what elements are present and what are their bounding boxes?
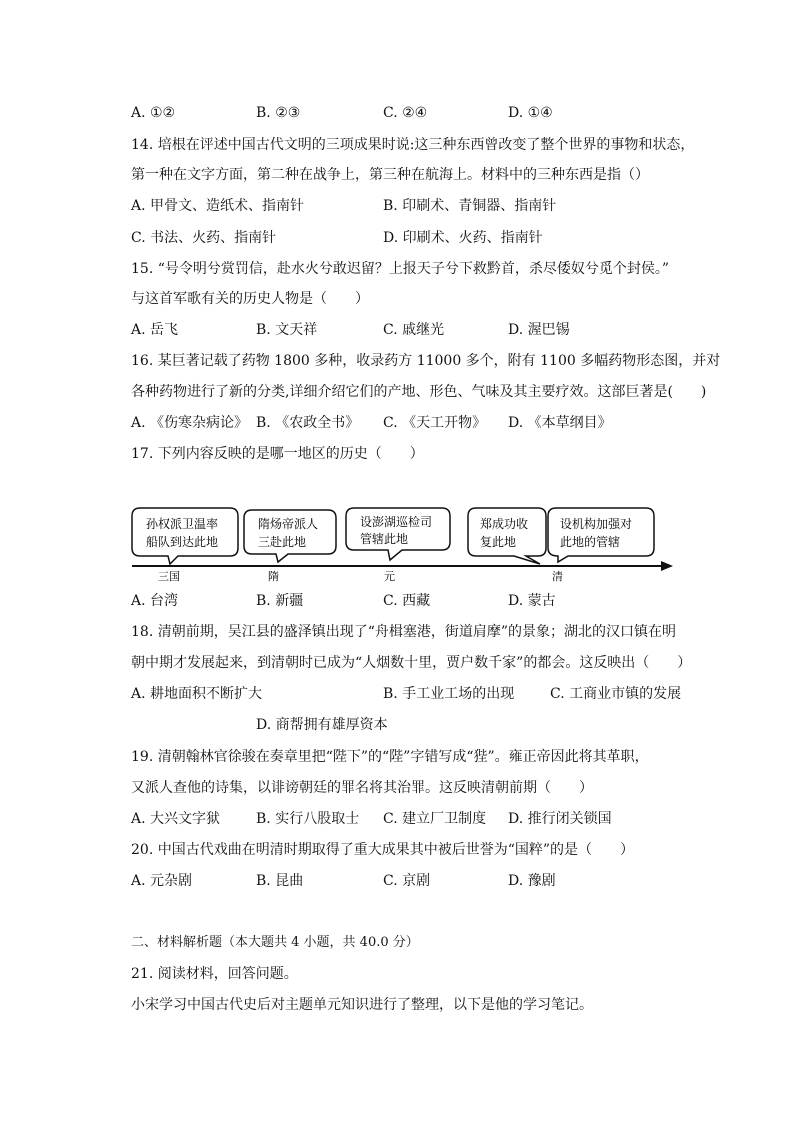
q14-stem-line2: 第一种在文字方面，第二种在战争上，第三种在航海上。材料中的三种东西是指（） bbox=[131, 167, 649, 183]
section-2-heading: 二、材料解析题（本大题共 4 小题，共 40.0 分） bbox=[131, 935, 419, 950]
q17-option-d: D. 蒙古 bbox=[508, 593, 556, 609]
era-label-sanguo: 三国 bbox=[158, 570, 180, 582]
callout-2-line2: 三赴此地 bbox=[258, 535, 307, 549]
q14-option-b: B. 印刷术、青铜器、指南针 bbox=[383, 198, 557, 214]
q16-stem-line2: 各种药物进行了新的分类,详细介绍它们的产地、形色、气味及其主要疗效。这部巨著是( ) bbox=[131, 384, 707, 400]
q13-option-d: D. ①④ bbox=[508, 105, 553, 121]
q18-option-a: A. 耕地面积不断扩大 bbox=[131, 686, 263, 702]
q20-option-d: D. 豫剧 bbox=[508, 873, 556, 889]
q15-option-d: D. 渥巴锡 bbox=[508, 322, 570, 338]
q13-option-b: B. ②③ bbox=[256, 105, 301, 121]
q19-stem-line1: 19. 清朝翰林官徐骏在奏章里把“陛下”的“陛”字错写成“狴”。雍正帝因此将其革职， bbox=[131, 749, 649, 765]
callout-3-line1: 设澎湖巡检司 bbox=[360, 515, 433, 529]
q18-option-d: D. 商帮拥有雄厚资本 bbox=[256, 717, 388, 733]
q16-option-c: C. 《天工开物》 bbox=[383, 415, 487, 431]
era-label-sui: 隋 bbox=[268, 570, 279, 582]
callout-5-line2: 此地的管辖 bbox=[560, 535, 621, 549]
q18-stem-line2: 朝中期才发展起来，到清朝时已成为“人烟数十里，贾户数千家”的都会。这反映出（ ） bbox=[131, 655, 692, 671]
callout-4-line2: 复此地 bbox=[480, 535, 517, 549]
q21-stem: 21. 阅读材料，回答问题。 bbox=[131, 966, 298, 982]
callout-1-line2: 船队到达此地 bbox=[146, 535, 219, 549]
q19-stem-line2: 又派人查他的诗集，以诽谤朝廷的罪名将其治罪。这反映清朝前期（ ） bbox=[131, 780, 593, 796]
q16-option-d: D. 《本草纲目》 bbox=[508, 415, 612, 431]
callout-5-line1: 设机构加强对 bbox=[560, 517, 633, 531]
q16-option-b: B. 《农政全书》 bbox=[256, 415, 360, 431]
q14-option-d: D. 印刷术、火药、指南针 bbox=[383, 230, 543, 246]
q21-intro: 小宋学习中国古代史后对主题单元知识进行了整理，以下是他的学习笔记。 bbox=[131, 997, 593, 1013]
callout-4-line1: 郑成功收 bbox=[480, 517, 529, 531]
q20-option-b: B. 昆曲 bbox=[256, 873, 304, 889]
timeline-arrowhead bbox=[661, 561, 673, 571]
q14-option-a: A. 甲骨文、造纸术、指南针 bbox=[131, 198, 305, 214]
q14-stem-line1: 14. 培根在评述中国古代文明的三项成果时说:这三种东西曾改变了整个世界的事物和状态， bbox=[131, 137, 695, 153]
timeline-callout-4 bbox=[468, 508, 546, 564]
timeline-callout-5 bbox=[548, 508, 654, 562]
q20-stem: 20. 中国古代戏曲在明清时期取得了重大成果其中被后世誉为“国粹”的是（ ） bbox=[131, 842, 635, 858]
q17-option-c: C. 西藏 bbox=[383, 593, 431, 609]
q13-option-a: A. ①② bbox=[131, 105, 176, 121]
callout-3-line2: 管辖此地 bbox=[360, 532, 409, 546]
q18-option-b: B. 手工业工场的出现 bbox=[383, 686, 515, 702]
timeline-callout-3 bbox=[346, 508, 450, 560]
q19-option-a: A. 大兴文字狱 bbox=[131, 811, 221, 827]
q16-stem-line1: 16. 某巨著记载了药物 1800 多种，收录药方 11000 多个，附有 1100 多幅药物形态图，并对 bbox=[131, 353, 721, 369]
q15-option-a: A. 岳飞 bbox=[131, 322, 179, 338]
q14-option-c: C. 书法、火药、指南针 bbox=[131, 230, 277, 246]
timeline-callout-2 bbox=[244, 510, 336, 562]
q20-option-a: A. 元杂剧 bbox=[131, 873, 193, 889]
q19-option-b: B. 实行八股取士 bbox=[256, 811, 360, 827]
q15-option-c: C. 戚继光 bbox=[383, 322, 445, 338]
timeline-diagram bbox=[128, 498, 674, 582]
q15-stem-line2: 与这首军歌有关的历史人物是（ ） bbox=[131, 291, 369, 307]
q20-option-c: C. 京剧 bbox=[383, 873, 431, 889]
q19-option-d: D. 推行闭关锁国 bbox=[508, 811, 612, 827]
timeline-callout-1 bbox=[132, 508, 238, 564]
q19-option-c: C. 建立厂卫制度 bbox=[383, 811, 487, 827]
q15-option-b: B. 文天祥 bbox=[256, 322, 318, 338]
q18-stem-line1: 18. 清朝前期，吴江县的盛泽镇出现了“舟楫塞港，街道肩摩”的景象；湖北的汉口镇在明 bbox=[131, 624, 677, 640]
q18-option-c: C. 工商业市镇的发展 bbox=[550, 686, 682, 702]
callout-2-line1: 隋炀帝派人 bbox=[258, 517, 319, 531]
q17-option-a: A. 台湾 bbox=[131, 593, 179, 609]
callout-1-line1: 孙权派卫温率 bbox=[146, 517, 219, 531]
q15-stem-line1: 15. “号令明兮赏罚信，赴水火兮敢迟留？上报天子兮下救黔首，杀尽倭奴兮觅个封侯。” bbox=[131, 261, 670, 277]
q13-option-c: C. ②④ bbox=[383, 105, 428, 121]
q16-option-a: A. 《伤寒杂病论》 bbox=[131, 415, 249, 431]
era-label-yuan: 元 bbox=[384, 570, 395, 582]
q17-stem: 17. 下列内容反映的是哪一地区的历史（ ） bbox=[131, 446, 424, 462]
era-label-qing: 清 bbox=[552, 570, 563, 582]
q17-option-b: B. 新疆 bbox=[256, 593, 304, 609]
